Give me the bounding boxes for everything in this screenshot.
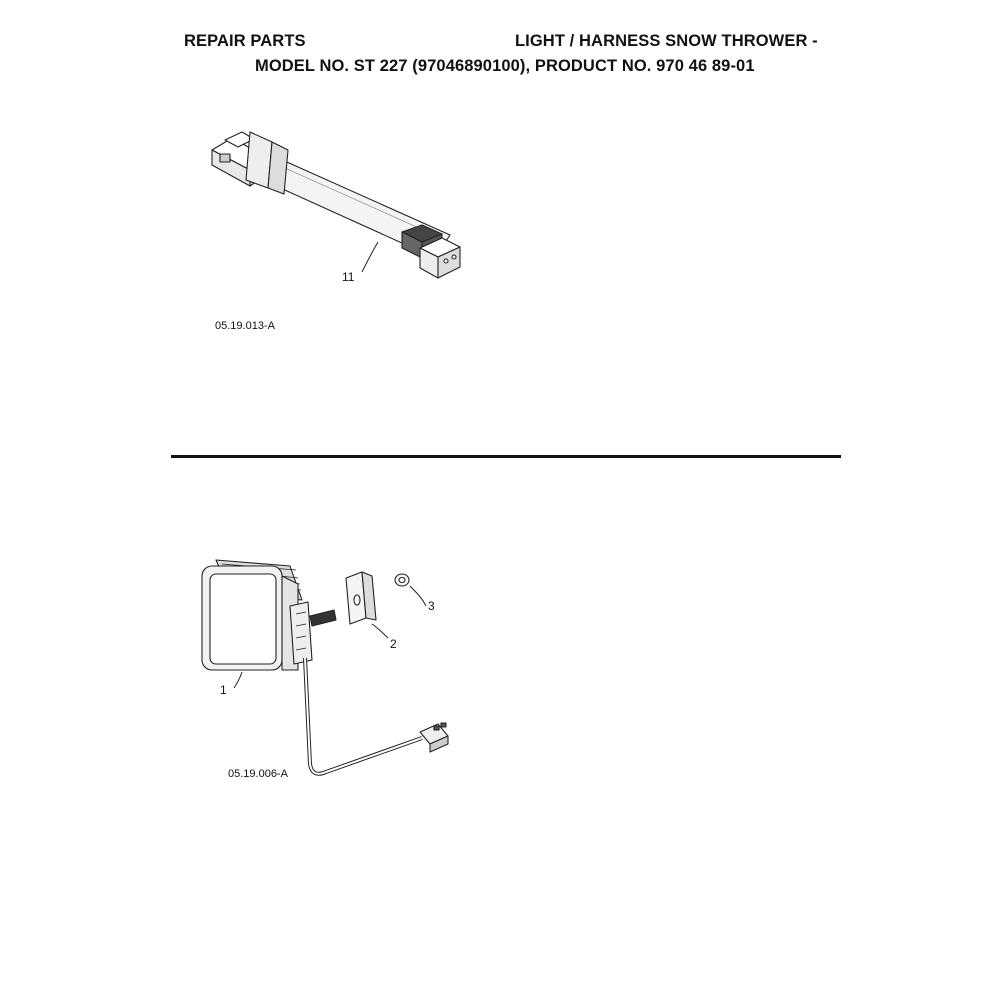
callout-11: 11 (342, 270, 355, 284)
page-title: LIGHT / HARNESS SNOW THROWER - (515, 32, 818, 50)
section-title: REPAIR PARTS (184, 32, 306, 50)
callout-2: 2 (390, 637, 397, 651)
section-divider (171, 455, 841, 458)
drawing-code: 05.19.006-A (228, 768, 288, 780)
model-line: MODEL NO. ST 227 (97046890100), PRODUCT NO. 970 46 89-01 (255, 57, 755, 75)
drawing-code: 05.19.013-A (215, 320, 275, 332)
light-assembly-illustration (150, 540, 550, 800)
harness-illustration (150, 110, 550, 350)
callout-1: 1 (220, 683, 227, 697)
callout-3: 3 (428, 599, 435, 613)
